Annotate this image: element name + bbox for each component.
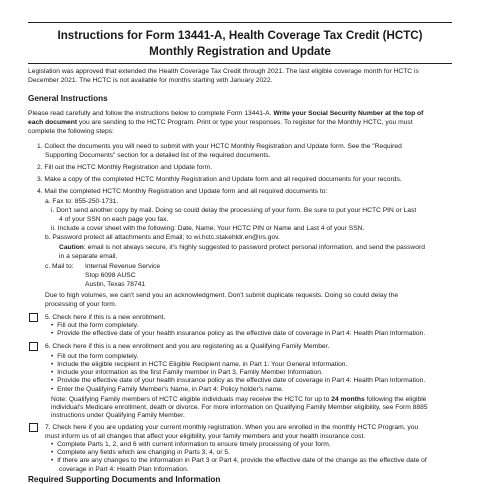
caution-line-1: [59, 243, 425, 252]
intro-line-1: Legislation was approved that extended the Health Coverage Tax Credit through 2021. The last eligible coverage month for HCTC is: [28, 68, 419, 75]
bullet-text: Provide the effective date of your health insurance policy as the effective date of coverage in Part 4: Health Plan Information.: [57, 377, 426, 385]
mail-address-line-3: Austin, Texas 78741: [85, 281, 146, 288]
step-4c-mail-label: c. Mail to:: [45, 263, 74, 270]
step-5-bullet-2: [51, 329, 425, 338]
new-enrollment-checkbox[interactable]: [29, 313, 38, 322]
step-2: 2. Fill out the HCTC Monthly Registration and Update form.: [37, 164, 213, 171]
top-rule: [28, 22, 452, 23]
intro-line-2: December 2021. The HCTC is not available for months starting with January 2022.: [28, 77, 273, 84]
bullet-icon: •: [51, 322, 54, 330]
general-paragraph-line-3: complete the following steps:: [28, 128, 114, 135]
step-4a-ii: ii. Include a cover sheet with the following: Date, Name, Your HCTC PIN or Name and Last 4 of your SSN.: [51, 225, 365, 232]
title-line-2: Monthly Registration and Update: [149, 45, 331, 58]
step-4: 4. Mail the completed HCTC Monthly Registration and Update form and all required documents to:: [37, 188, 328, 195]
step-4a-i-line-2: 4 of your SSN on each page you fax.: [59, 216, 169, 223]
step-6-heading: 6. Check here if this is a new enrollment and you are registering as a Qualifying Family Member.: [45, 343, 330, 351]
bullet-text: Fill out the form completely.: [57, 352, 139, 360]
step-7-heading-line-2: must inform us of all changes that affect your eligibility, your family members and your health insurance cost.: [45, 432, 366, 440]
qualifying-family-member-checkbox[interactable]: [29, 342, 38, 351]
bullet-text: Complete any fields which are changing in Parts 3, 4, or 5.: [57, 449, 230, 457]
bullet-text: Provide the effective date of your health insurance policy as the effective date of coverage in Part 4: Health Plan Information.: [57, 330, 426, 338]
step-1-line-1: 1. Collect the documents you will need to submit with your HCTC Monthly Registration and Update form. See the "Required: [37, 143, 402, 150]
caution-label: Caution: [59, 244, 84, 251]
step-4b-email: b. Password protect all attachments and Email; to wi.hctc.stakehldr.en@irs.gov.: [45, 234, 280, 241]
bullet-icon: •: [51, 352, 54, 360]
bullet-icon: •: [51, 449, 54, 457]
caution-line-2: in a separate email.: [59, 253, 118, 260]
step-1-line-2: Supporting Documents" section for a detailed list of the required documents.: [45, 152, 271, 159]
bullet-icon: •: [51, 369, 54, 377]
step-6-note-line-2: individual's Medicare enrollment, death or divorce. For more information on Qualifying Family Member eligibility, see Form 8885: [51, 404, 428, 411]
due-note-line-2: processing of your form.: [45, 301, 117, 308]
step-7-bullet-3-cont: coverage in Part 4: Health Plan Information.: [59, 465, 189, 473]
due-note-line-1: Due to high volumes, we can't send you an acknowledgment. Don't submit duplicate requests. Doing so could delay the: [45, 292, 399, 299]
note-text: Note: Qualifying Family members of HCTC eligible individuals may receive the HCTC for up to: [51, 395, 332, 403]
general-paragraph-line-1: [28, 109, 423, 118]
bullet-text: Fill out the form completely.: [57, 322, 139, 330]
general-text: Please read carefully and follow the instructions below to complete Form 13441-A.: [28, 110, 274, 117]
step-4a-i-line-1: i. Don't send another copy by mail. Doing so could delay the processing of your form. Be sure to put your HCTC PIN or Last: [51, 207, 417, 214]
bullet-icon: •: [51, 440, 54, 448]
update-registration-checkbox[interactable]: [29, 423, 38, 432]
general-instructions-heading: General Instructions: [28, 94, 108, 103]
bullet-text: Enter the Qualifying Family Member's Name, in Part 4: Policy holder's name.: [57, 385, 284, 393]
note-bold: 24 months: [331, 395, 365, 403]
mail-address-line-2: Stop 6098 AUSC: [85, 272, 136, 279]
bullet-text: Complete Parts 1, 2, and 6 with current information to ensure timely processing of your form.: [57, 440, 331, 448]
step-3: 3. Make a copy of the completed HCTC Monthly Registration and Update form and all required documents for your records.: [37, 176, 402, 183]
bullet-text: Include your information as the first Family member in Part 3, Family Member Information.: [57, 369, 323, 377]
bullet-icon: •: [51, 330, 54, 338]
step-6-note-line-3: instructions under Qualifying Family Member.: [51, 412, 185, 420]
bullet-icon: •: [51, 457, 54, 465]
bullet-icon: •: [51, 385, 54, 393]
page-title: [28, 28, 452, 60]
bullet-icon: •: [51, 377, 54, 385]
general-paragraph-line-2: [28, 118, 413, 127]
step-6-bullet-5: [51, 385, 284, 394]
each-document-bold: each document: [28, 119, 78, 126]
bullet-icon: •: [51, 360, 54, 368]
required-documents-heading: Required Supporting Documents and Information: [28, 474, 221, 484]
general-text-2: you are sending to the HCTC Program. Print or type your responses. To register for the Monthly HCTC, you must: [77, 119, 413, 126]
note-text-end: following the eligible: [364, 395, 427, 403]
step-5-heading: 5. Check here if this is a new enrollment.: [45, 313, 166, 321]
title-rule: [28, 63, 452, 64]
step-7-heading-line-1: 7. Check here if you are updating your current monthly registration. When you are enrolled in the monthly HCTC Program, you: [45, 424, 419, 432]
caution-text: : email is not always secure, it's highly suggested to password protect personal information, and send the password: [83, 244, 425, 251]
bullet-text: Include the eligible recipient in HCTC Eligible Recipient name, in Part 1: Your General Information.: [57, 360, 348, 368]
title-line-1: Instructions for Form 13441-A, Health Coverage Tax Credit (HCTC): [57, 29, 423, 42]
general-bold-text: Write your Social Security Number at the top of: [273, 110, 424, 117]
bullet-text: If there are any changes to the information in Part 3 or Part 4, provide the effective date of the change as the effective date of: [57, 457, 427, 465]
mail-address-line-1: Internal Revenue Service: [85, 263, 161, 270]
step-4a-fax: a. Fax to: 855-250-1731.: [45, 198, 119, 205]
